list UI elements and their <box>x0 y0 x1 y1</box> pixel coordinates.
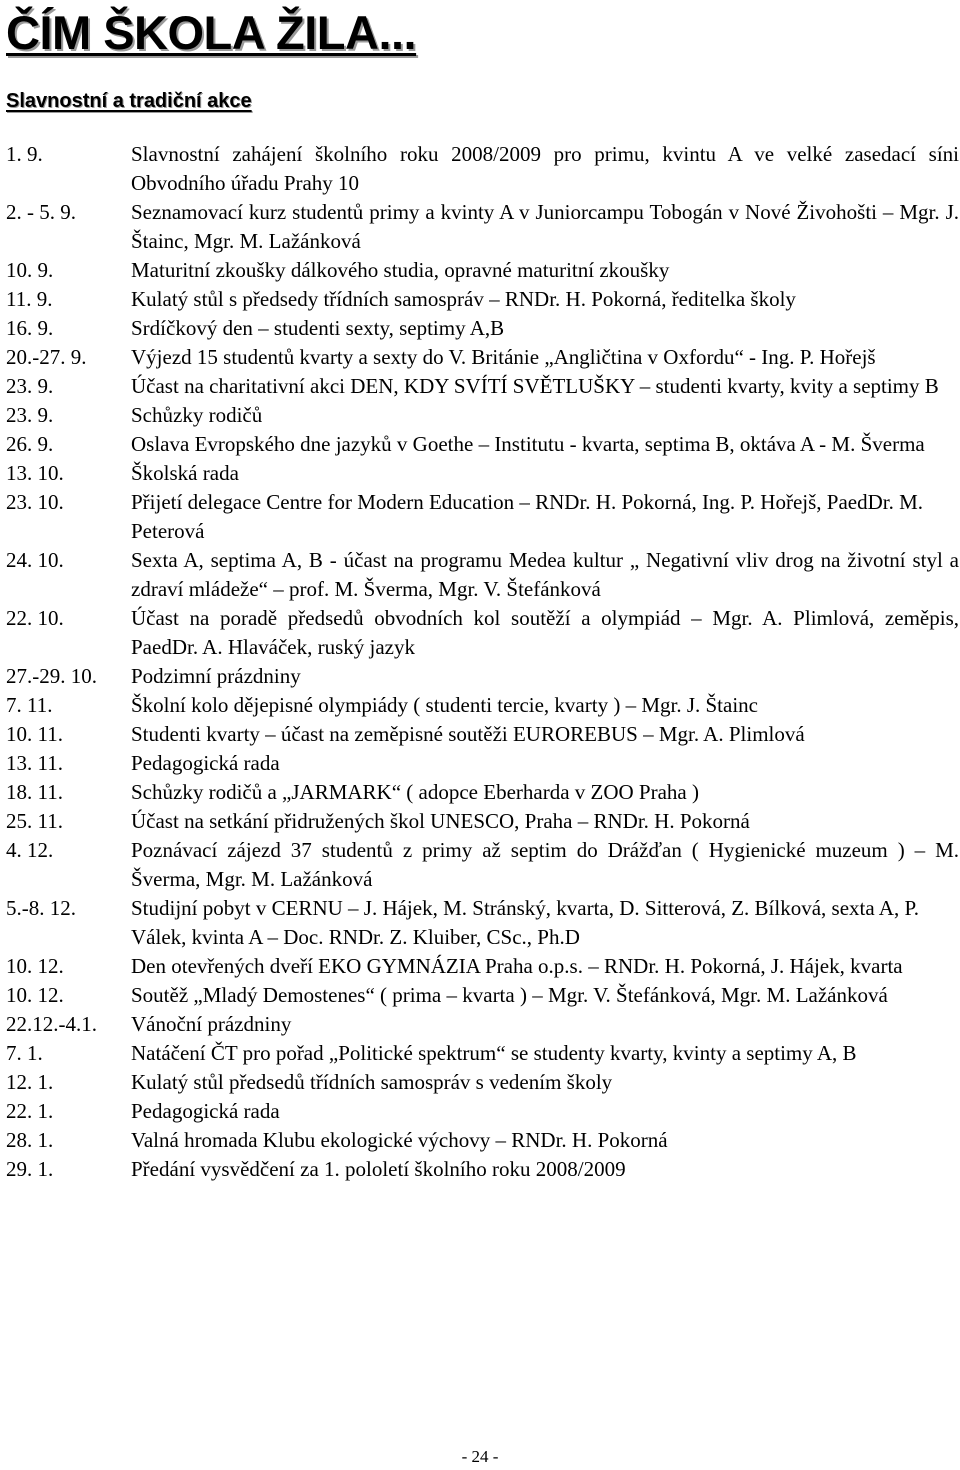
event-date: 10. 12. <box>6 983 64 1007</box>
event-row <box>6 604 960 662</box>
event-text: Účast na poradě předsedů obvodních kol soutěží a olympiád – Mgr. A. Plimlová, zeměpis, PaedDr. A. Hlaváček, ruský jazyk <box>131 606 959 659</box>
event-row <box>6 285 960 314</box>
event-row <box>6 894 960 952</box>
event-date: 22. 10. <box>6 606 64 630</box>
event-row <box>6 1039 960 1068</box>
event-date: 2. - 5. 9. <box>6 200 76 224</box>
event-date: 16. 9. <box>6 316 54 340</box>
event-date: 11. 9. <box>6 287 53 311</box>
event-row <box>6 198 960 256</box>
event-text: Studenti kvarty – účast na zeměpisné soutěži EUROREBUS – Mgr. A. Plimlová <box>131 722 805 746</box>
event-text: Přijetí delegace Centre for Modern Education – RNDr. H. Pokorná, Ing. P. Hořejš, PaedDr. M. Peterová <box>131 490 924 543</box>
event-row <box>6 807 960 836</box>
event-date: 22.12.-4.1. <box>6 1012 97 1036</box>
event-date: 24. 10. <box>6 548 64 572</box>
section-heading: Slavnostní a tradiční akce <box>6 90 252 112</box>
event-row <box>6 952 960 981</box>
event-text: Schůzky rodičů a „JARMARK“ ( adopce Eberharda v ZOO Praha ) <box>131 780 699 804</box>
event-list <box>6 140 960 1184</box>
event-date: 7. 11. <box>6 693 53 717</box>
event-date: 26. 9. <box>6 432 54 456</box>
event-text: Soutěž „Mladý Demostenes“ ( prima – kvarta ) – Mgr. V. Štefánková, Mgr. M. Lažánková <box>131 983 888 1007</box>
event-date: 13. 11. <box>6 751 63 775</box>
event-text: Kulatý stůl předsedů třídních samospráv s vedením školy <box>131 1070 613 1094</box>
event-row <box>6 314 960 343</box>
page-title: ČÍM ŠKOLA ŽILA... <box>6 6 417 59</box>
event-row <box>6 488 960 546</box>
event-date: 1. 9. <box>6 142 43 166</box>
event-date: 12. 1. <box>6 1070 54 1094</box>
event-date: 5.-8. 12. <box>6 896 76 920</box>
event-text: Vánoční prázdniny <box>131 1012 292 1036</box>
event-text: Účast na setkání přidružených škol UNESCO, Praha – RNDr. H. Pokorná <box>131 809 750 833</box>
event-row <box>6 981 960 1010</box>
event-date: 10. 11. <box>6 722 63 746</box>
event-date: 23. 9. <box>6 403 54 427</box>
event-text: Maturitní zkoušky dálkového studia, opravné maturitní zkoušky <box>131 258 670 282</box>
event-row <box>6 836 960 894</box>
event-text: Kulatý stůl s předsedy třídních samospráv – RNDr. H. Pokorná, ředitelka školy <box>131 287 796 311</box>
event-text: Předání vysvědčení za 1. pololetí školního roku 2008/2009 <box>131 1157 626 1181</box>
event-text: Podzimní prázdniny <box>131 664 301 688</box>
event-text: Slavnostní zahájení školního roku 2008/2009 pro primu, kvintu A ve velké zasedací síni Obvodního úřadu Prahy 10 <box>131 142 959 195</box>
event-row <box>6 546 960 604</box>
event-row <box>6 1068 960 1097</box>
event-date: 23. 10. <box>6 490 64 514</box>
event-date: 18. 11. <box>6 780 63 804</box>
event-row <box>6 343 960 372</box>
event-row <box>6 1097 960 1126</box>
event-row <box>6 401 960 430</box>
event-date: 29. 1. <box>6 1157 54 1181</box>
event-text: Účast na charitativní akci DEN, KDY SVÍTÍ SVĚTLUŠKY – studenti kvarty, kvity a septimy B <box>131 374 939 398</box>
page-number: - 24 - <box>461 1447 499 1466</box>
event-text: Valná hromada Klubu ekologické výchovy – RNDr. H. Pokorná <box>131 1128 668 1152</box>
event-row <box>6 372 960 401</box>
event-text: Schůzky rodičů <box>131 403 263 427</box>
event-text: Pedagogická rada <box>131 1099 280 1123</box>
event-text: Školní kolo dějepisné olympiády ( studenti tercie, kvarty ) – Mgr. J. Štainc <box>131 693 758 717</box>
event-row <box>6 720 960 749</box>
event-text: Sexta A, septima A, B - účast na programu Medea kultur „ Negativní vliv drog na životní styl a zdraví mládeže“ – prof. M. Šverma, Mgr. V. Štefánková <box>131 548 959 601</box>
event-text: Pedagogická rada <box>131 751 280 775</box>
event-text: Výjezd 15 studentů kvarty a sexty do V. Británie „Angličtina v Oxfordu“ - Ing. P. Hořejš <box>131 345 876 369</box>
event-text: Oslava Evropského dne jazyků v Goethe – Institutu - kvarta, septima B, oktáva A - M. Šverma <box>131 432 925 456</box>
event-row <box>6 1155 960 1184</box>
event-date: 23. 9. <box>6 374 54 398</box>
event-row <box>6 749 960 778</box>
event-text: Studijní pobyt v CERNU – J. Hájek, M. Stránský, kvarta, D. Sitterová, Z. Bílková, sexta A, P. Válek, kvinta A – Doc. RNDr. Z. Kluiber, CSc., Ph.D <box>131 896 920 949</box>
event-date: 27.-29. 10. <box>6 664 97 688</box>
event-date: 7. 1. <box>6 1041 43 1065</box>
event-row <box>6 256 960 285</box>
event-row <box>6 459 960 488</box>
event-text: Seznamovací kurz studentů primy a kvinty A v Juniorcampu Tobogán v Nové Živohošti – Mgr. J. Štainc, Mgr. M. Lažánková <box>131 200 959 253</box>
event-text: Školská rada <box>131 461 239 485</box>
event-date: 25. 11. <box>6 809 63 833</box>
event-text: Srdíčkový den – studenti sexty, septimy A,B <box>131 316 505 340</box>
event-row <box>6 140 960 198</box>
event-row <box>6 778 960 807</box>
event-date: 10. 9. <box>6 258 54 282</box>
event-text: Poznávací zájezd 37 studentů z primy až septim do Drážďan ( Hygienické muzeum ) – M. Šverma, Mgr. M. Lažánková <box>131 838 959 891</box>
event-date: 20.-27. 9. <box>6 345 87 369</box>
event-text: Natáčení ČT pro pořad „Politické spektrum“ se studenty kvarty, kvinty a septimy A, B <box>131 1041 857 1065</box>
event-row <box>6 1010 960 1039</box>
event-row <box>6 1126 960 1155</box>
event-row <box>6 430 960 459</box>
event-date: 10. 12. <box>6 954 64 978</box>
event-row <box>6 691 960 720</box>
event-date: 28. 1. <box>6 1128 54 1152</box>
event-date: 4. 12. <box>6 838 54 862</box>
event-text: Den otevřených dveří EKO GYMNÁZIA Praha o.p.s. – RNDr. H. Pokorná, J. Hájek, kvarta <box>131 954 903 978</box>
event-row <box>6 662 960 691</box>
event-date: 22. 1. <box>6 1099 54 1123</box>
event-date: 13. 10. <box>6 461 64 485</box>
